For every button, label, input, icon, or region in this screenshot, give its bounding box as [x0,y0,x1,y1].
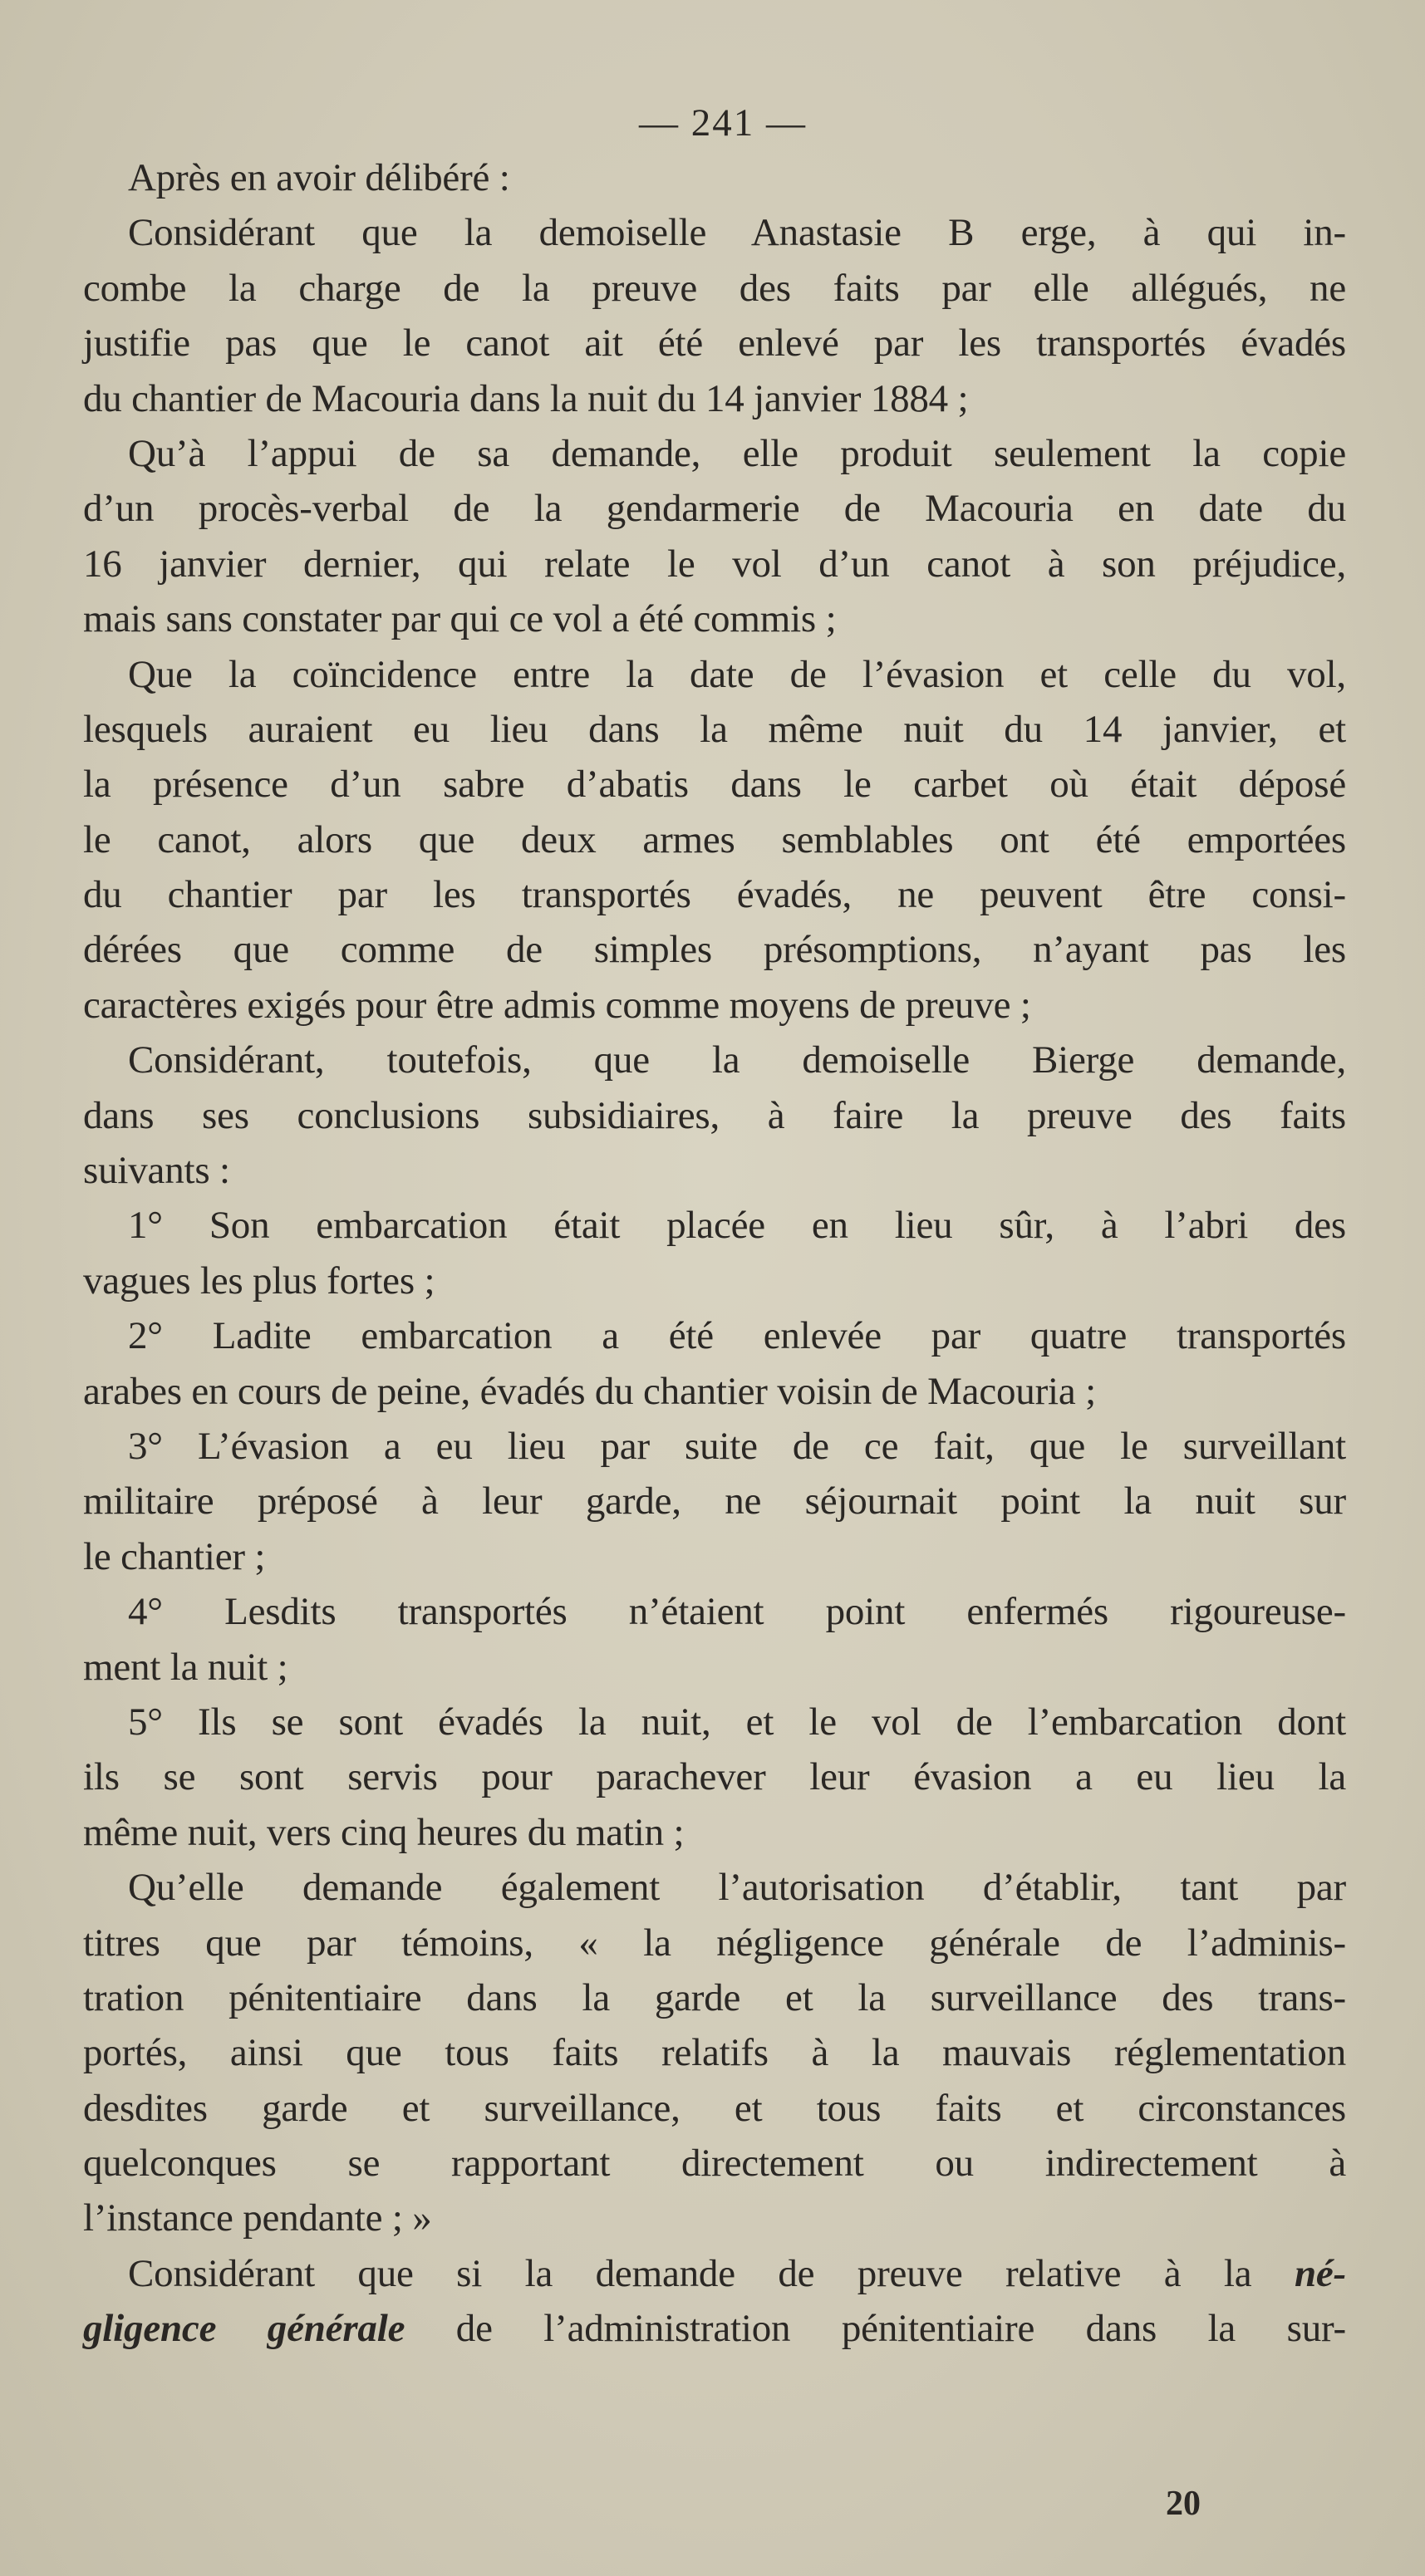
page-number: — 241 — [639,101,807,145]
text-line [83,2246,1346,2301]
text-line: 5° Ils se sont évadés la nuit, et le vol de l’embarcation dont [128,1700,1346,1744]
text-line: desdites garde et surveillance, et tous faits et circonstances [83,2086,1346,2130]
text-line: militaire préposé à leur garde, ne séjournait point la nuit sur [83,1479,1346,1524]
text-line: combe la charge de la preuve des faits par elle allégués, ne [83,266,1346,310]
text-body [83,150,1346,2357]
text-line: Considérant, toutefois, que la demoiselle Bierge demande, [128,1038,1346,1082]
text-line: mais sans constater par qui ce vol a été commis ; [83,597,837,641]
text-segment: de l’administration pénitentiaire dans la sur- [405,2307,1346,2351]
text-segment: Considérant que si la demande de preuve relative à la [128,2251,1295,2295]
text-line [83,2301,1346,2356]
text-line: 16 janvier dernier, qui relate le vol d’un canot à son préjudice, [83,542,1346,586]
italic-segment: né- [1294,2251,1346,2295]
signature-mark: 20 [1166,2485,1201,2523]
page-text [83,96,1346,2357]
italic-segment: gligence générale [83,2307,405,2351]
text-line: même nuit, vers cinq heures du matin ; [83,1810,685,1854]
text-line: 4° Lesdits transportés n’étaient point enfermés rigoureuse- [128,1590,1346,1634]
text-line: tration pénitentiaire dans la garde et la surveillance des trans- [83,1975,1346,2019]
text-line: le canot, alors que deux armes semblables ont été emportées [83,817,1346,861]
text-line: dérées que comme de simples présomptions, n’ayant pas les [83,928,1346,972]
text-line: le chantier ; [83,1534,266,1578]
text-line: suivants : [83,1149,230,1193]
text-line: Que la coïncidence entre la date de l’évasion et celle du vol, [128,652,1346,696]
text-line: l’instance pendante ; » [83,2196,432,2240]
text-line: la présence d’un sabre d’abatis dans le carbet où était déposé [83,763,1346,807]
text-line: quelconques se rapportant directement ou indirectement à [83,2142,1346,2186]
text-line: Qu’à l’appui de sa demande, elle produit seulement la copie [128,431,1346,475]
text-line: Considérant que la demoiselle Anastasie B erge, à qui in- [128,211,1346,255]
text-line: Après en avoir délibéré : [128,156,510,199]
text-line: titres que par témoins, « la négligence générale de l’adminis- [83,1921,1346,1965]
text-line: 1° Son embarcation était placée en lieu sûr, à l’abri des [128,1204,1346,1248]
text-line: du chantier de Macouria dans la nuit du 14 janvier 1884 ; [83,376,969,420]
text-line: caractères exigés pour être admis comme moyens de preuve ; [83,983,1031,1027]
text-line: 2° Ladite embarcation a été enlevée par quatre transportés [128,1314,1346,1358]
text-line: dans ses conclusions subsidiaires, à faire la preuve des faits [83,1093,1346,1137]
text-line: arabes en cours de peine, évadés du chantier voisin de Macouria ; [83,1369,1096,1413]
text-line: ment la nuit ; [83,1645,288,1689]
text-line: d’un procès-verbal de la gendarmerie de Macouria en date du [83,487,1346,531]
text-line: Qu’elle demande également l’autorisation d’établir, tant par [128,1866,1346,1910]
text-line: du chantier par les transportés évadés, ne peuvent être consi- [83,873,1346,917]
text-line: lesquels auraient eu lieu dans la même nuit du 14 janvier, et [83,707,1346,751]
text-line: justifie pas que le canot ait été enlevé par les transportés évadés [83,321,1346,366]
text-line: portés, ainsi que tous faits relatifs à la mauvais réglementation [83,2031,1346,2075]
text-line: ils se sont servis pour parachever leur évasion a eu lieu la [83,1755,1346,1799]
text-line: vagues les plus fortes ; [83,1259,435,1303]
text-line: 3° L’évasion a eu lieu par suite de ce fait, que le surveillant [128,1424,1346,1468]
